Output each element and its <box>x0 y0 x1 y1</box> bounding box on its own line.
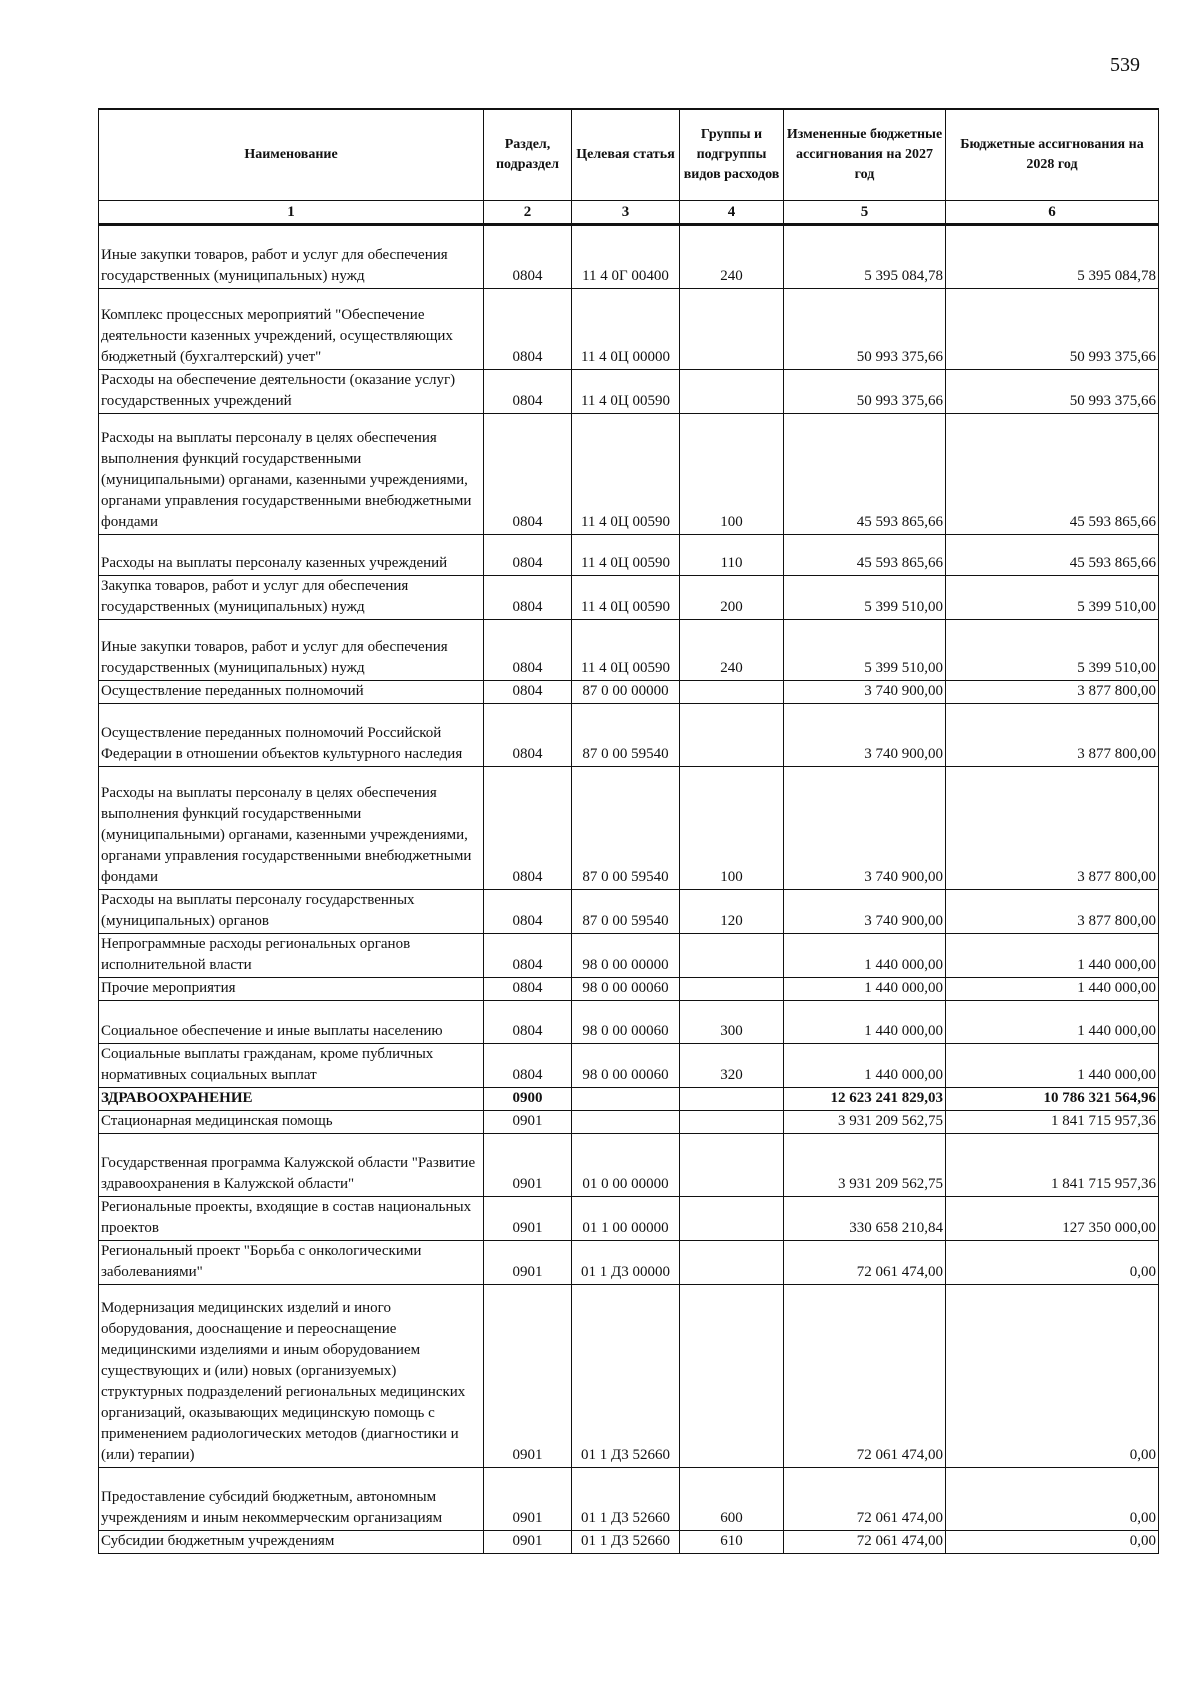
row-amount-2028: 1 440 000,00 <box>946 1001 1159 1044</box>
table-row <box>99 934 1159 978</box>
row-amount-2027: 3 740 900,00 <box>784 681 946 704</box>
table-row <box>99 576 1159 620</box>
row-amount-2027: 45 593 865,66 <box>784 535 946 576</box>
row-name: Расходы на обеспечение деятельности (оказание услуг) государственных учреждений <box>99 370 484 414</box>
row-amount-2027: 1 440 000,00 <box>784 1044 946 1088</box>
row-name: Иные закупки товаров, работ и услуг для обеспечения государственных (муниципальных) нужд <box>99 620 484 681</box>
table-row <box>99 1531 1159 1554</box>
row-name: Региональный проект "Борьба с онкологическими заболеваниями" <box>99 1241 484 1285</box>
table-row <box>99 1111 1159 1134</box>
row-amount-2028: 5 399 510,00 <box>946 620 1159 681</box>
row-amount-2028: 50 993 375,66 <box>946 289 1159 370</box>
row-amount-2028: 45 593 865,66 <box>946 414 1159 535</box>
table-row <box>99 704 1159 767</box>
row-section: 0804 <box>484 576 572 620</box>
row-name: Расходы на выплаты персоналу казенных учреждений <box>99 535 484 576</box>
row-amount-2027: 1 440 000,00 <box>784 934 946 978</box>
row-amount-2027: 12 623 241 829,03 <box>784 1088 946 1111</box>
column-number: 2 <box>484 201 572 225</box>
header-2028: Бюджетные ассигнования на 2028 год <box>946 109 1159 201</box>
table-row <box>99 1044 1159 1088</box>
row-amount-2027: 72 061 474,00 <box>784 1531 946 1554</box>
row-amount-2028: 5 395 084,78 <box>946 225 1159 289</box>
row-section: 0901 <box>484 1285 572 1468</box>
row-amount-2028: 1 440 000,00 <box>946 934 1159 978</box>
table-row <box>99 414 1159 535</box>
row-group: 110 <box>680 535 784 576</box>
row-amount-2027: 5 399 510,00 <box>784 620 946 681</box>
row-amount-2028: 1 841 715 957,36 <box>946 1134 1159 1197</box>
row-section: 0804 <box>484 767 572 890</box>
header-2027: Измененные бюджетные ассигнования на 2027 год <box>784 109 946 201</box>
column-number: 3 <box>572 201 680 225</box>
table-row <box>99 620 1159 681</box>
table-row <box>99 681 1159 704</box>
row-section: 0804 <box>484 535 572 576</box>
row-name: Социальные выплаты гражданам, кроме публичных нормативных социальных выплат <box>99 1044 484 1088</box>
row-amount-2028: 5 399 510,00 <box>946 576 1159 620</box>
row-amount-2027: 72 061 474,00 <box>784 1285 946 1468</box>
header-group: Группы и подгруппы видов расходов <box>680 109 784 201</box>
row-group: 320 <box>680 1044 784 1088</box>
row-group <box>680 704 784 767</box>
row-amount-2028: 0,00 <box>946 1241 1159 1285</box>
row-section: 0804 <box>484 414 572 535</box>
row-group: 200 <box>680 576 784 620</box>
row-name: Предоставление субсидий бюджетным, автономным учреждениям и иным некоммерческим организациям <box>99 1468 484 1531</box>
row-amount-2027: 72 061 474,00 <box>784 1241 946 1285</box>
row-target: 87 0 00 59540 <box>572 890 680 934</box>
row-section: 0804 <box>484 681 572 704</box>
row-amount-2027: 3 931 209 562,75 <box>784 1134 946 1197</box>
row-name: Непрограммные расходы региональных органов исполнительной власти <box>99 934 484 978</box>
table-row <box>99 1197 1159 1241</box>
row-name: Расходы на выплаты персоналу государственных (муниципальных) органов <box>99 890 484 934</box>
row-section: 0804 <box>484 620 572 681</box>
row-group: 610 <box>680 1531 784 1554</box>
row-amount-2028: 0,00 <box>946 1531 1159 1554</box>
header-section: Раздел, подраздел <box>484 109 572 201</box>
row-target: 01 1 Д3 52660 <box>572 1468 680 1531</box>
row-group: 100 <box>680 767 784 890</box>
row-section: 0901 <box>484 1197 572 1241</box>
row-amount-2027: 50 993 375,66 <box>784 370 946 414</box>
row-group <box>680 978 784 1001</box>
row-amount-2027: 3 740 900,00 <box>784 890 946 934</box>
row-amount-2028: 50 993 375,66 <box>946 370 1159 414</box>
table-row <box>99 890 1159 934</box>
row-amount-2027: 5 399 510,00 <box>784 576 946 620</box>
row-group <box>680 1285 784 1468</box>
row-section: 0900 <box>484 1088 572 1111</box>
row-group <box>680 1197 784 1241</box>
row-section: 0901 <box>484 1468 572 1531</box>
column-number: 5 <box>784 201 946 225</box>
row-target: 11 4 0Ц 00590 <box>572 414 680 535</box>
row-group: 240 <box>680 225 784 289</box>
row-target: 98 0 00 00060 <box>572 1044 680 1088</box>
row-group: 100 <box>680 414 784 535</box>
row-amount-2027: 3 740 900,00 <box>784 704 946 767</box>
row-amount-2027: 1 440 000,00 <box>784 978 946 1001</box>
row-target <box>572 1111 680 1134</box>
row-section: 0804 <box>484 225 572 289</box>
row-section: 0804 <box>484 1001 572 1044</box>
row-name: Модернизация медицинских изделий и иного оборудования, дооснащение и переоснащение медицинскими изделиями и иным оборудованием существующих и (или) новых (организуемых) структурных подразделений региональных медицинских организаций, оказывающих медицинскую помощь с применением радиологических методов (диагностики и (или) терапии) <box>99 1285 484 1468</box>
row-amount-2028: 1 440 000,00 <box>946 978 1159 1001</box>
row-amount-2027: 3 931 209 562,75 <box>784 1111 946 1134</box>
row-name: Прочие мероприятия <box>99 978 484 1001</box>
header-name: Наименование <box>99 109 484 201</box>
row-target: 01 1 Д3 00000 <box>572 1241 680 1285</box>
row-amount-2028: 1 841 715 957,36 <box>946 1111 1159 1134</box>
row-amount-2028: 45 593 865,66 <box>946 535 1159 576</box>
row-name: Субсидии бюджетным учреждениям <box>99 1531 484 1554</box>
row-section: 0804 <box>484 704 572 767</box>
row-group <box>680 934 784 978</box>
row-amount-2027: 3 740 900,00 <box>784 767 946 890</box>
row-group: 600 <box>680 1468 784 1531</box>
row-name: Осуществление переданных полномочий <box>99 681 484 704</box>
row-group <box>680 1088 784 1111</box>
table-row <box>99 1468 1159 1531</box>
row-amount-2028: 3 877 800,00 <box>946 704 1159 767</box>
row-amount-2028: 0,00 <box>946 1468 1159 1531</box>
row-target: 98 0 00 00060 <box>572 1001 680 1044</box>
row-target: 87 0 00 59540 <box>572 704 680 767</box>
row-name: Комплекс процессных мероприятий "Обеспечение деятельности казенных учреждений, осуществляющих бюджетный (бухгалтерский) учет" <box>99 289 484 370</box>
row-section: 0901 <box>484 1531 572 1554</box>
row-amount-2027: 5 395 084,78 <box>784 225 946 289</box>
row-amount-2028: 1 440 000,00 <box>946 1044 1159 1088</box>
table-row <box>99 978 1159 1001</box>
row-group <box>680 370 784 414</box>
row-name: Социальное обеспечение и иные выплаты населению <box>99 1001 484 1044</box>
row-section: 0804 <box>484 1044 572 1088</box>
row-target: 11 4 0Ц 00590 <box>572 370 680 414</box>
row-name: Расходы на выплаты персоналу в целях обеспечения выполнения функций государственными (муниципальными) органами, казенными учреждениями, органами управления государственными внебюджетными фондами <box>99 414 484 535</box>
table-row <box>99 1241 1159 1285</box>
row-amount-2028: 3 877 800,00 <box>946 890 1159 934</box>
row-group <box>680 1134 784 1197</box>
table-row <box>99 1134 1159 1197</box>
row-target: 01 1 Д3 52660 <box>572 1285 680 1468</box>
table-row <box>99 1285 1159 1468</box>
row-amount-2027: 50 993 375,66 <box>784 289 946 370</box>
row-target: 11 4 0Ц 00590 <box>572 576 680 620</box>
table-row <box>99 370 1159 414</box>
row-amount-2028: 0,00 <box>946 1285 1159 1468</box>
header-target: Целевая статья <box>572 109 680 201</box>
table-row <box>99 289 1159 370</box>
column-number-row <box>99 201 1159 225</box>
row-target: 11 4 0Ц 00590 <box>572 620 680 681</box>
row-group: 240 <box>680 620 784 681</box>
row-name: ЗДРАВООХРАНЕНИЕ <box>99 1088 484 1111</box>
row-target: 98 0 00 00000 <box>572 934 680 978</box>
row-amount-2028: 3 877 800,00 <box>946 767 1159 890</box>
row-name: Осуществление переданных полномочий Российской Федерации в отношении объектов культурного наследия <box>99 704 484 767</box>
row-target: 01 1 00 00000 <box>572 1197 680 1241</box>
row-target: 11 4 0Г 00400 <box>572 225 680 289</box>
row-group <box>680 1111 784 1134</box>
row-group: 120 <box>680 890 784 934</box>
row-target: 01 0 00 00000 <box>572 1134 680 1197</box>
row-target: 98 0 00 00060 <box>572 978 680 1001</box>
row-section: 0901 <box>484 1241 572 1285</box>
row-amount-2028: 3 877 800,00 <box>946 681 1159 704</box>
row-name: Стационарная медицинская помощь <box>99 1111 484 1134</box>
row-group <box>680 681 784 704</box>
row-target <box>572 1088 680 1111</box>
row-name: Иные закупки товаров, работ и услуг для обеспечения государственных (муниципальных) нужд <box>99 225 484 289</box>
row-section: 0804 <box>484 934 572 978</box>
row-section: 0804 <box>484 890 572 934</box>
row-name: Государственная программа Калужской области "Развитие здравоохранения в Калужской области" <box>99 1134 484 1197</box>
row-section: 0901 <box>484 1111 572 1134</box>
row-group <box>680 1241 784 1285</box>
row-target: 01 1 Д3 52660 <box>572 1531 680 1554</box>
row-section: 0901 <box>484 1134 572 1197</box>
row-amount-2028: 10 786 321 564,96 <box>946 1088 1159 1111</box>
row-target: 87 0 00 00000 <box>572 681 680 704</box>
row-group <box>680 289 784 370</box>
row-name: Закупка товаров, работ и услуг для обеспечения государственных (муниципальных) нужд <box>99 576 484 620</box>
table-row <box>99 1001 1159 1044</box>
table-row <box>99 535 1159 576</box>
column-number: 1 <box>99 201 484 225</box>
table-row <box>99 767 1159 890</box>
table-body <box>99 225 1159 1554</box>
row-amount-2027: 45 593 865,66 <box>784 414 946 535</box>
budget-table <box>98 108 1159 1554</box>
table-row <box>99 225 1159 289</box>
header-row <box>99 109 1159 201</box>
row-target: 87 0 00 59540 <box>572 767 680 890</box>
row-group: 300 <box>680 1001 784 1044</box>
row-name: Расходы на выплаты персоналу в целях обеспечения выполнения функций государственными (муниципальными) органами, казенными учреждениями, органами управления государственными внебюджетными фондами <box>99 767 484 890</box>
row-section: 0804 <box>484 370 572 414</box>
row-amount-2027: 1 440 000,00 <box>784 1001 946 1044</box>
row-amount-2027: 330 658 210,84 <box>784 1197 946 1241</box>
column-number: 4 <box>680 201 784 225</box>
row-target: 11 4 0Ц 00590 <box>572 535 680 576</box>
column-number: 6 <box>946 201 1159 225</box>
row-section: 0804 <box>484 978 572 1001</box>
row-amount-2027: 72 061 474,00 <box>784 1468 946 1531</box>
row-section: 0804 <box>484 289 572 370</box>
row-name: Региональные проекты, входящие в состав национальных проектов <box>99 1197 484 1241</box>
page-number: 539 <box>1110 54 1140 76</box>
row-target: 11 4 0Ц 00000 <box>572 289 680 370</box>
row-amount-2028: 127 350 000,00 <box>946 1197 1159 1241</box>
table-row <box>99 1088 1159 1111</box>
